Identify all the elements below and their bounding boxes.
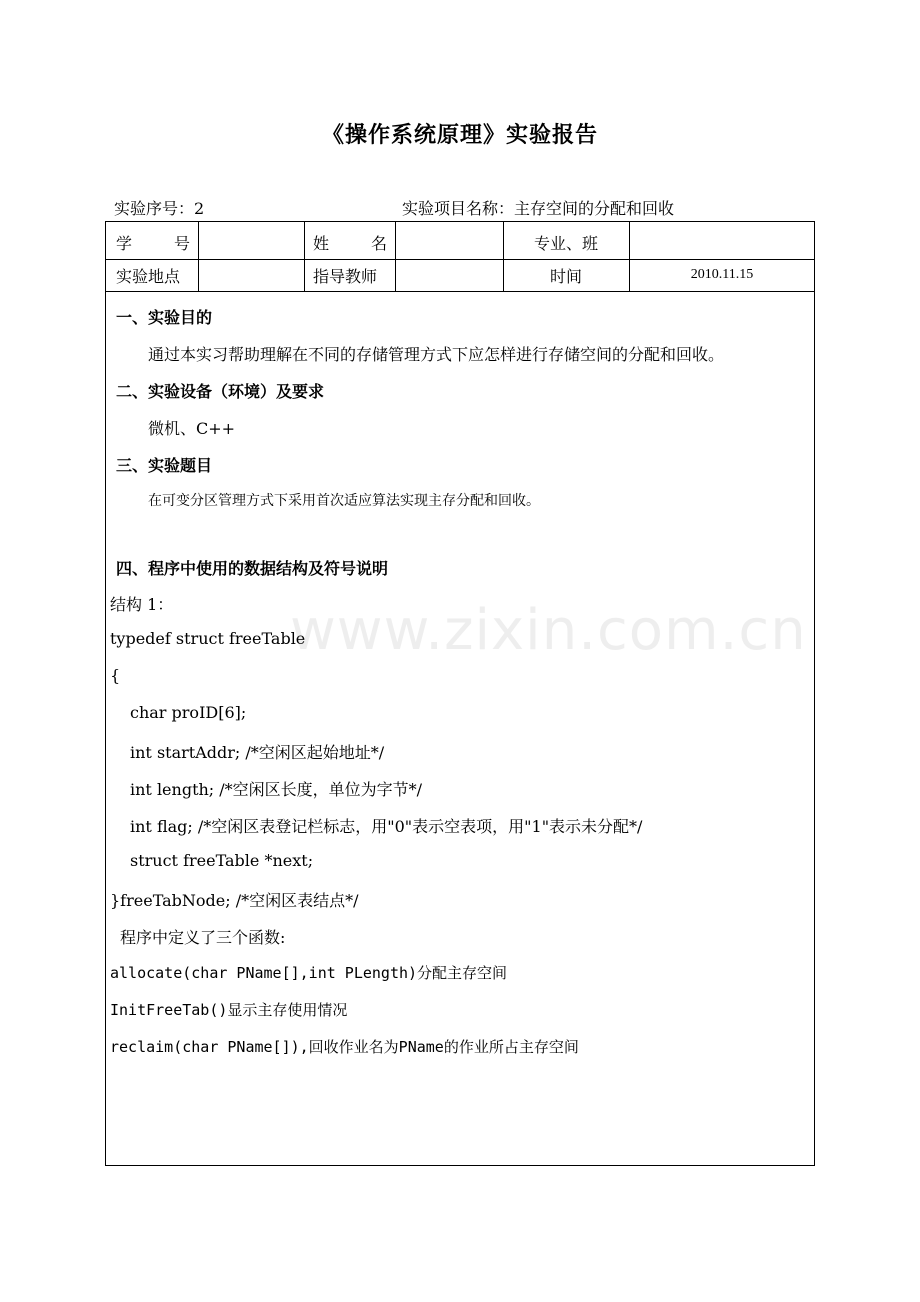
function-init-free-tab: InitFreeTab()显示主存使用情况: [110, 1001, 348, 1019]
section-heading-topic: 三、实验题目: [116, 456, 213, 475]
function-allocate: allocate(char PName[],int PLength)分配主存空间: [110, 964, 508, 982]
code-line: }freeTabNode; /*空闲区表结点*/: [110, 891, 359, 910]
code-line: typedef struct freeTable: [110, 629, 306, 648]
student-id-label: 学 号: [116, 233, 190, 253]
teacher-label: 指导教师: [313, 266, 378, 286]
section-heading-environment: 二、实验设备（环境）及要求: [116, 382, 325, 401]
column-divider: [395, 222, 396, 291]
code-line: 结构 1：: [110, 595, 174, 614]
function-reclaim: reclaim(char PName[]),回收作业名为PName的作业所占主存空间: [110, 1038, 579, 1056]
section-body-topic: 在可变分区管理方式下采用首次适应算法实现主存分配和回收。: [148, 493, 540, 509]
time-label: 时间: [549, 266, 582, 286]
code-line: int length; /*空闲区长度，单位为字节*/: [130, 780, 423, 799]
code-line: int flag; /*空闲区表登记栏标志，用"0"表示空表项，用"1"表示未分配*/: [130, 817, 643, 836]
code-line: char proID[6];: [130, 703, 247, 722]
experiment-project-name: 实验项目名称：主存空间的分配和回收: [402, 199, 675, 218]
column-divider: [304, 222, 305, 291]
report-title: 《操作系统原理》实验报告: [321, 123, 598, 148]
section-body-purpose: 通过本实习帮助理解在不同的存储管理方式下应怎样进行存储空间的分配和回收。: [148, 345, 725, 364]
code-line: int startAddr; /*空闲区起始地址*/: [130, 743, 385, 762]
row-divider: [106, 291, 814, 292]
time-value: 2010.11.15: [690, 267, 754, 282]
functions-intro: 程序中定义了三个函数:: [120, 928, 286, 947]
code-line: struct freeTable *next;: [130, 851, 314, 870]
major-class-label: 专业、班: [533, 233, 598, 253]
section-heading-purpose: 一、实验目的: [116, 308, 213, 327]
column-divider: [198, 222, 199, 291]
location-label: 实验地点: [116, 266, 181, 286]
experiment-number: 实验序号：2: [114, 199, 205, 218]
section-heading-data-structures: 四、程序中使用的数据结构及符号说明: [116, 559, 389, 578]
name-label: 姓 名: [313, 233, 387, 253]
code-line: {: [110, 666, 121, 685]
section-body-environment: 微机、C++: [148, 419, 236, 438]
watermark: www.zixin.com.cn: [290, 598, 807, 663]
